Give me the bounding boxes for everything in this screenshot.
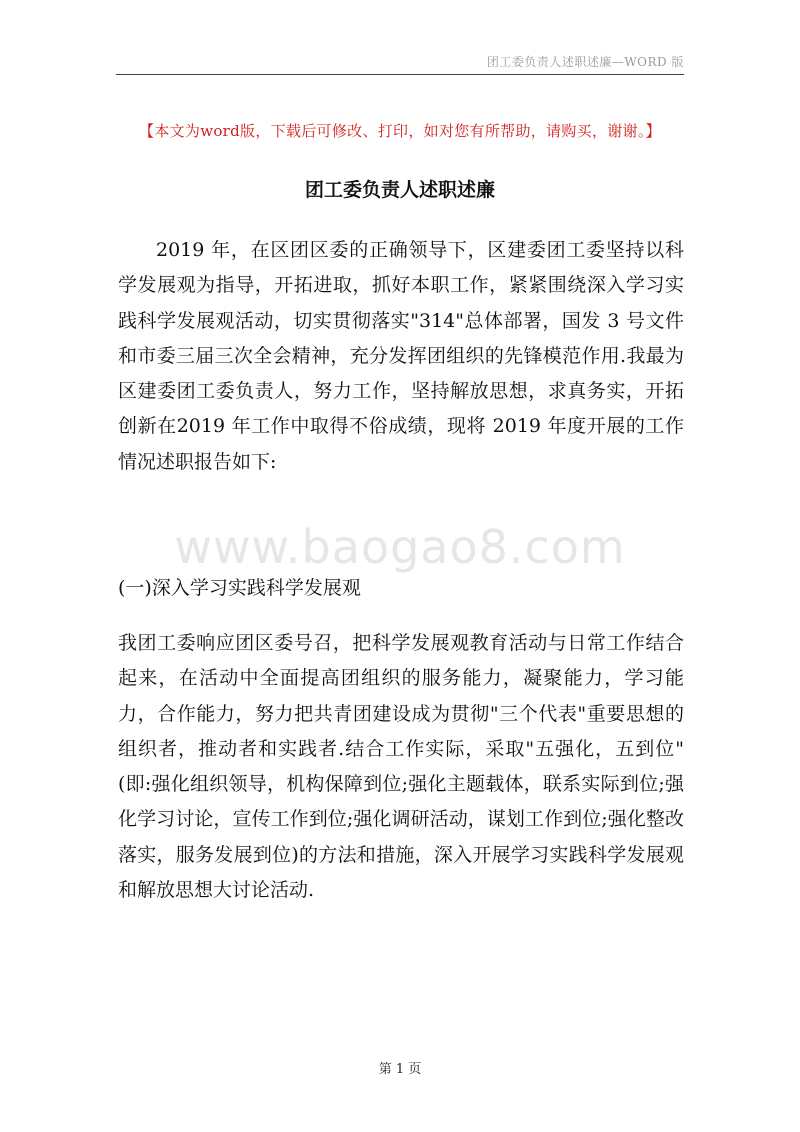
page-number: 第 1 页 [378, 1062, 422, 1077]
body-paragraph-intro: 2019 年，在区团区委的正确领导下，区建委团工委坚持以科学发展观为指导，开拓进取，抓好本职工作，紧紧围绕深入学习实践科学发展观活动，切实贯彻落实"314"总体部署，国发 3 号文件和市委三届三次全会精神，充分发挥团组织的先锋模范作用.我最为区建委团工委负责人，努力工作，坚持解放思想，求真务实，开拓创新在2019 年工作中取得不俗成绩，现将 2019 年度开展的工作情况述职报告如下: [118, 239, 684, 473]
document-title: 团工委负责人述职述廉 [304, 179, 495, 201]
watermark: www.baogao8.com [174, 520, 626, 574]
running-header: 团工委负责人述职述廉—WORD 版 [486, 55, 684, 69]
body-paragraph-section-1: 我团工委响应团区委号召，把科学发展观教育活动与日常工作结合起来，在活动中全面提高团组织的服务能力，凝聚能力，学习能力，合作能力，努力把共青团建设成为贯彻"三个代表"重要思想的组织者，推动者和实践者.结合工作实际，采取"五强化，五到位"(即:强化组织领导，机构保障到位;强化主题载体，联系实际到位;强化学习讨论，宣传工作到位;强化调研活动，谋划工作到位;强化整改落实，服务发展到位)的方法和措施，深入开展学习实践科学发展观和解放思想大讨论活动. [118, 632, 684, 902]
purchase-notice: 【本文为word版，下载后可修改、打印，如对您有所帮助，请购买，谢谢。】 [139, 122, 661, 140]
section-heading: (一)深入学习实践科学发展观 [118, 577, 361, 599]
header-divider [116, 74, 684, 75]
